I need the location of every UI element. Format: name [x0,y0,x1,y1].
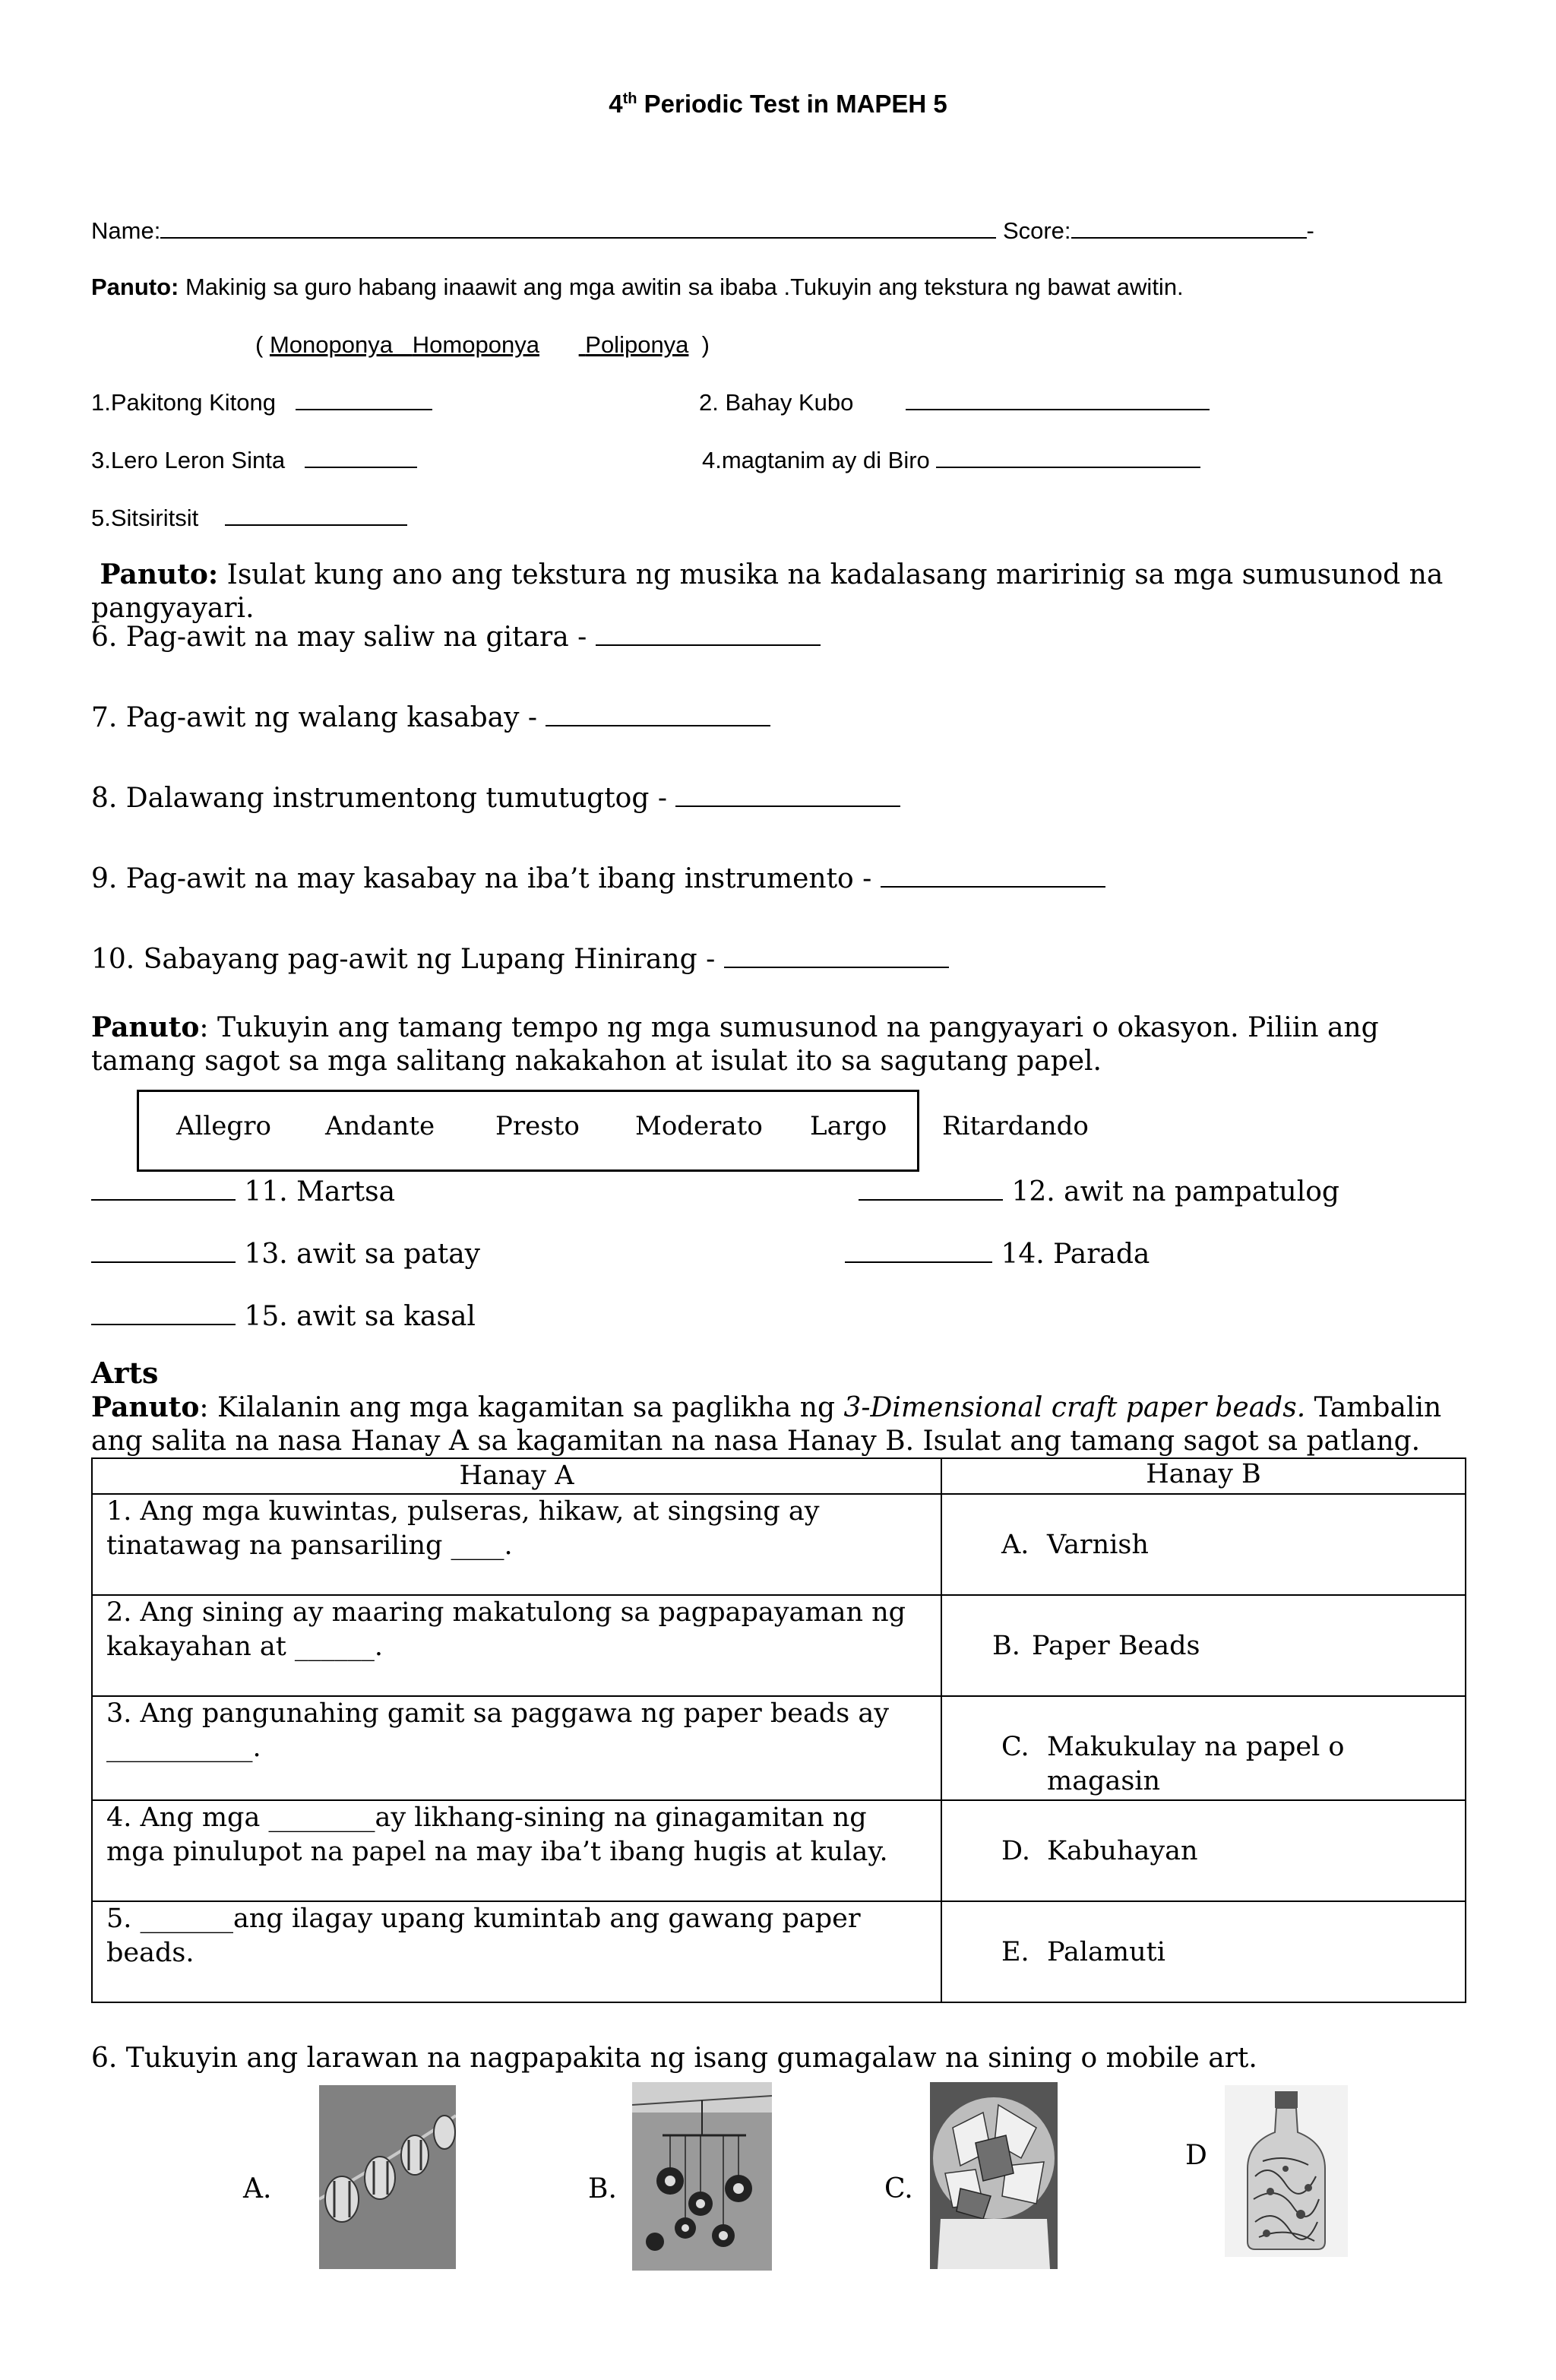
table-row: 1. Ang mga kuwintas, pulseras, hikaw, at singsing ay tinatawag na pansariling ____. A. Varnish [92,1494,1466,1595]
tempo-largo: Largo [810,1111,887,1141]
list-item: 9. Pag-awit na may kasabay na iba’t ibang instrumento - [91,863,1105,894]
score-field[interactable] [1071,237,1307,239]
option-text: Varnish [1047,1530,1149,1560]
answer-blank[interactable] [305,467,417,468]
question-6: 6. Tukuyin ang larawan na nagpapakita ng isang gumagalaw na sining o mobile art. [91,2043,1257,2074]
option-text: Paper Beads [1032,1631,1200,1661]
table-row: 5. _______ang ilagay upang kumintab ang gawang paper beads. E. Palamuti [92,1901,1466,2002]
answer-blank[interactable] [91,1324,236,1325]
name-label: Name: [91,217,161,244]
hanay-a-header: Hanay A [92,1458,941,1494]
answer-blank[interactable] [91,1261,236,1263]
list-item: 5.Sitsiritsit [91,505,407,532]
image-label-b: B. [588,2173,617,2204]
choice-homoponya: Homoponya [412,331,539,358]
answer-blank[interactable] [596,644,821,646]
image-label-a: A. [243,2173,272,2204]
paper-beads-photo[interactable] [319,2085,456,2269]
choice-poliponya: Poliponya [585,331,689,358]
mobile-art-photo[interactable] [632,2082,772,2271]
list-item: 13. awit sa patay [91,1239,480,1270]
list-item: 14. Parada [845,1239,1150,1270]
tempo-andante: Andante [325,1111,435,1141]
list-item: 11. Martsa [91,1176,395,1207]
part1-directions: Panuto: Makinig sa guro habang inaawit ang mga awitin sa ibaba .Tukuyin ang tekstura ng bawat awitin. [91,274,1184,300]
part3-directions: Panuto: Tukuyin ang tamang tempo ng mga sumusunod na pangyayari o okasyon. Piliin ang tamang sagot sa mga salitang nakakahon at isulat ito sa sagutang papel. [91,1011,1379,1077]
list-item: 4.magtanim ay di Biro [702,447,1200,474]
list-item: 12. awit na pampatulog [859,1176,1339,1207]
list-item: 1.Pakitong Kitong [91,389,432,416]
tempo-allegro: Allegro [176,1111,271,1141]
image-label-d: D [1185,2140,1207,2171]
option-text: Palamuti [1047,1937,1165,1967]
page-title: 4th Periodic Test in MAPEH 5 [609,90,947,118]
texture-choices: ( Monoponya Homoponya Poliponya ) [255,331,710,358]
matching-table [91,1457,1466,2003]
answer-blank[interactable] [546,725,770,726]
tempo-moderato: Moderato [635,1111,763,1141]
choice-monoponya: Monoponya [269,331,393,358]
tempo-presto: Presto [495,1111,580,1141]
answer-blank[interactable] [675,805,900,807]
paper-bottle-photo[interactable] [1225,2085,1348,2257]
answer-blank[interactable] [225,524,407,526]
list-item: 8. Dalawang instrumentong tumutugtog - [91,783,900,814]
tempo-ritardando: Ritardando [942,1111,1089,1141]
table-row: 4. Ang mga ________ay likhang-sining na ginagamitan ng mga pinulupot na papel na may iba’t ibang hugis at kulay. D. Kabuhayan [92,1800,1466,1901]
answer-blank[interactable] [881,886,1105,888]
image-label-c: C. [884,2173,913,2204]
answer-blank[interactable] [845,1261,992,1263]
arts-heading: Arts [91,1356,159,1390]
name-score-line: Name: Score: - [91,217,1314,244]
answer-blank[interactable] [724,967,949,968]
list-item: 15. awit sa kasal [91,1301,476,1332]
list-item: 3.Lero Leron Sinta [91,447,417,474]
table-row: 2. Ang sining ay maaring makatulong sa pagpapayaman ng kakayahan at ______. B. Paper Beads [92,1595,1466,1696]
answer-blank[interactable] [906,409,1210,410]
table-row: 3. Ang pangunahing gamit sa paggawa ng paper beads ay ___________. C. Makukulay na papel o magasin [92,1696,1466,1800]
paper-sculpture-photo[interactable] [930,2082,1058,2269]
hanay-b-header: Hanay B [941,1458,1466,1494]
answer-blank[interactable] [296,409,432,410]
list-item: 7. Pag-awit ng walang kasabay - [91,702,770,733]
score-label: Score: [1002,217,1071,244]
answer-blank[interactable] [936,467,1200,468]
list-item: 10. Sabayang pag-awit ng Lupang Hinirang - [91,944,949,975]
part2-directions: Panuto: Isulat kung ano ang tekstura ng musika na kadalasang maririnig sa mga sumusunod na pangyayari. [91,559,1444,624]
list-item: 6. Pag-awit na may saliw na gitara - [91,622,821,653]
arts-directions: Panuto: Kilalanin ang mga kagamitan sa paglikha ng 3-Dimensional craft paper beads. Tambalin ang salita na nasa Hanay A sa kagamitan na nasa Hanay B. Isulat ang tamang sagot sa patlang. [91,1391,1442,1457]
name-field[interactable] [160,237,996,239]
option-text: Makukulay na papel o [1047,1732,1345,1762]
list-item: 2. Bahay Kubo [699,389,1210,416]
answer-blank[interactable] [91,1199,236,1201]
option-text: Kabuhayan [1047,1836,1198,1866]
answer-blank[interactable] [859,1199,1003,1201]
